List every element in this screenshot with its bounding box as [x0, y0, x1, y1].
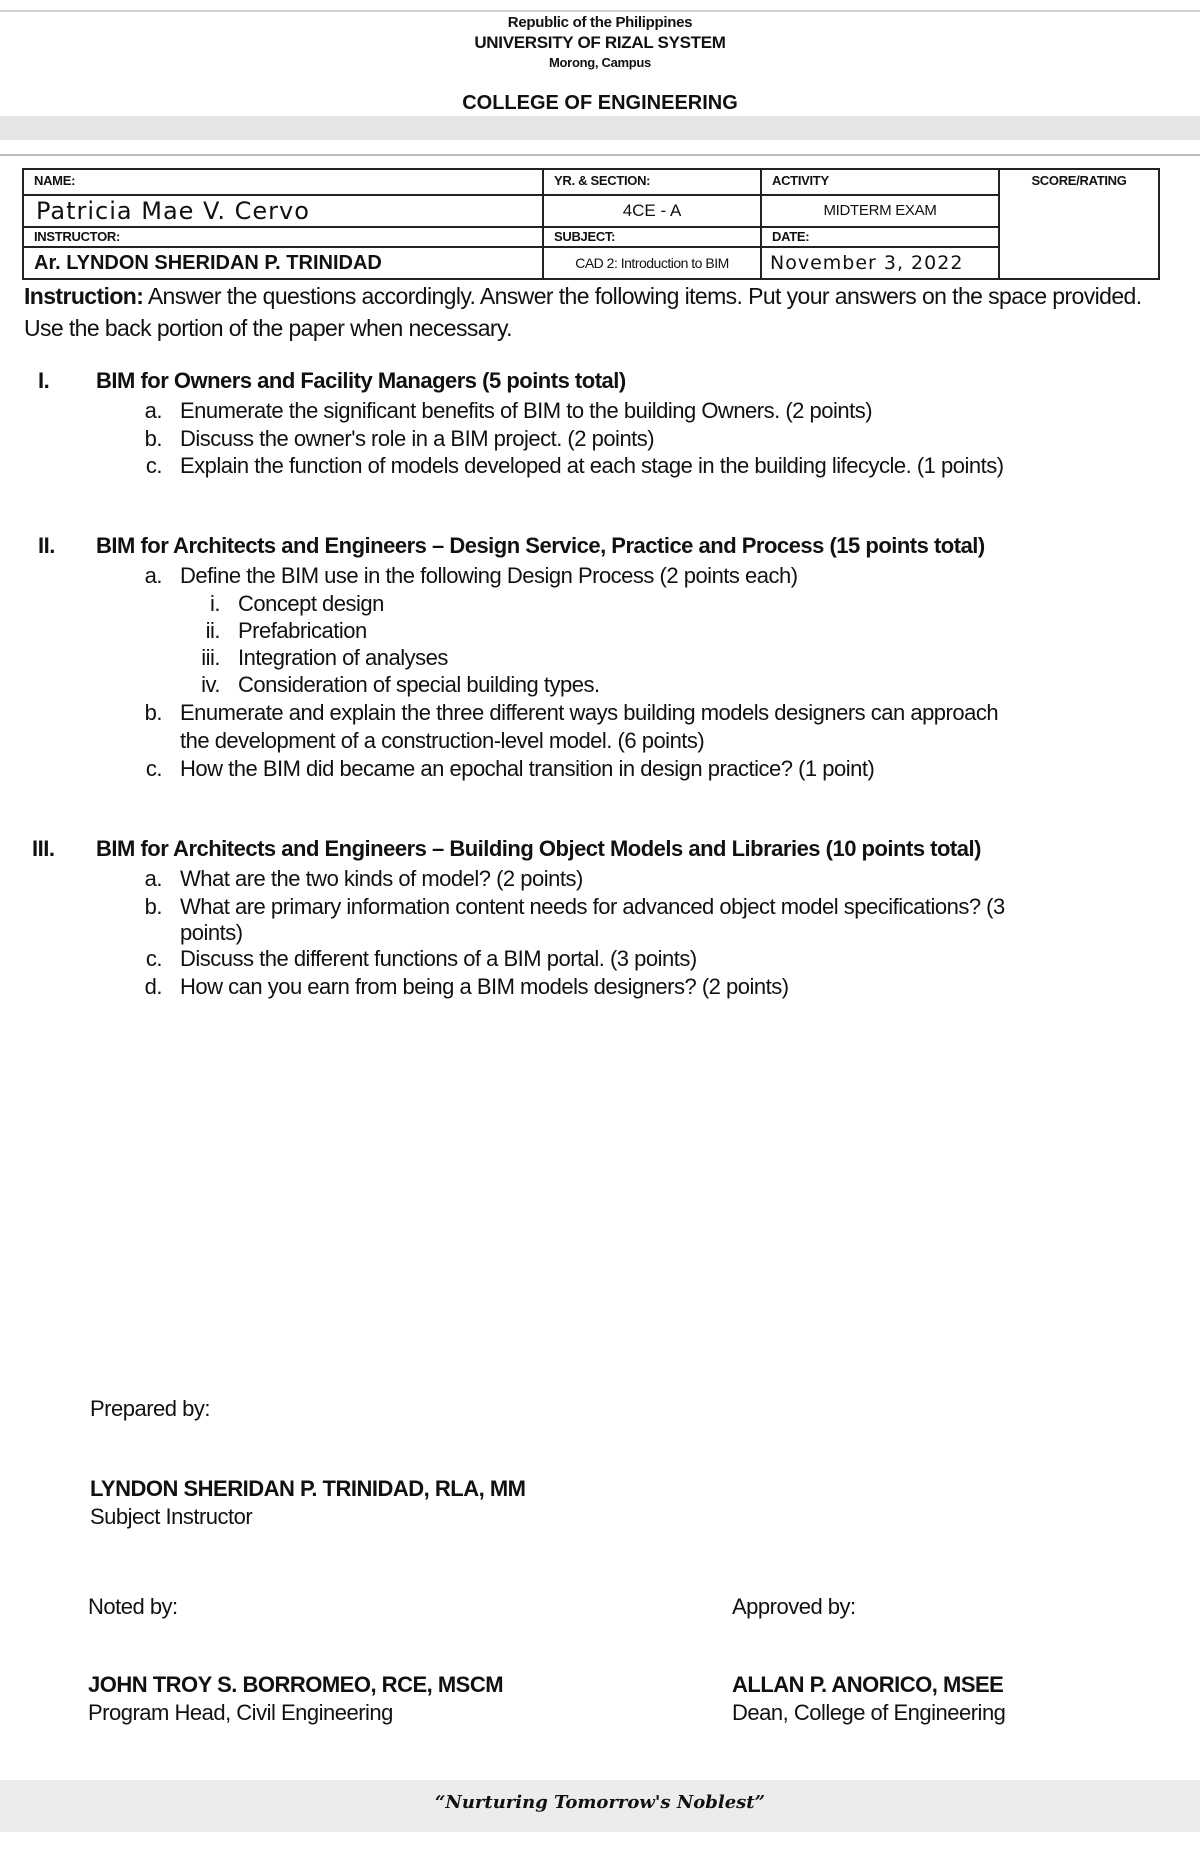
section-2-title: BIM for Architects and Engineers – Design Service, Practice and Process (15 points total) [96, 533, 985, 558]
student-info-table [22, 168, 1160, 280]
approved-by-name: ALLAN P. ANORICO, MSEE [732, 1672, 1004, 1697]
prepared-by-title: Subject Instructor [90, 1504, 253, 1529]
instruction-text [24, 280, 1164, 344]
noted-by-title: Program Head, Civil Engineering [88, 1700, 393, 1725]
name-label: NAME: [24, 170, 544, 196]
exam-page: Republic of the Philippines UNIVERSITY OF RIZAL SYSTEM Morong, Campus COLLEGE OF ENGINEERING NAME: YR. & SECTION: ACTIVITY SCORE/RATING Patricia Mae V. Cervo 4CE - A MIDTERM EXAM INSTRUCTOR: SUBJECT: DATE: Ar. LYNDON SHERIDAN P. TRINIDAD CAD 2: Introduction to BIM November 3, 2022 Instruction: Answer the questions accordingly. Answer the following items. Put your answers on the space provided. Use the back portion of the paper when necessary. I. BIM for Owners and Facility Managers (5 points total) a. Enumerate the significant benefits of BIM to the building Owners. (2 points) b. Discuss the owner's role in a BIM project. (2 points) c. Explain the function of models developed at each stage in the building lifecycle. (1 points) II. BIM for Architects and Engineers – Design Service, Practice and Process (15 points total) a. Define the BIM use in the following Design Process (2 points each) i. Concept design ii. Prefabrication iii. Integration of analyses iv. Consideration of special building types. b. Enumerate and explain the three different ways building models designers can approach the development of a construction-level model. (6 points) c. How the BIM did became an epochal transition in design practice? (1 point) III. BIM for Architects and Engineers – Building Object Models and Libraries (10 points total) a. What are the two kinds of model? (2 points) b. What are primary information content needs for advanced object model specifications? (3 points) c. Discuss the different functions of a BIM portal. (3 points) d. How can you earn from being a BIM models designers? (2 points) Prepared by: LYNDON SHERIDAN P. TRINIDAD, RLA, MM Subject Instructor Noted by: JOHN TROY S. BORROMEO, RCE, MSCM Program Head, Civil Engineering Approved by: ALLAN P. ANORICO, MSEE Dean, College of Engineering “Nurturing Tomorrow's Noblest” [0, 0, 1200, 1858]
instruction-body: Answer the questions accordingly. Answer the following items. Put your answers on the space provided. Use the back portion of the paper when necessary. [24, 283, 1142, 341]
footer-motto: “Nurturing Tomorrow's Noblest” [435, 1792, 765, 1813]
section-2-number: II. [38, 533, 55, 558]
prepared-by-label: Prepared by: [90, 1396, 210, 1421]
approved-by-title: Dean, College of Engineering [732, 1700, 1006, 1725]
republic-line: Republic of the Philippines [507, 14, 693, 31]
section-3-number: III. [32, 836, 55, 861]
instructor-value: Ar. LYNDON SHERIDAN P. TRINIDAD [24, 248, 544, 278]
noted-by-name: JOHN TROY S. BORROMEO, RCE, MSCM [88, 1672, 504, 1697]
section-1-title: BIM for Owners and Facility Managers (5 points total) [96, 368, 626, 393]
instructor-label: INSTRUCTOR: [24, 228, 544, 248]
activity-label: ACTIVITY [762, 170, 1000, 196]
score-rating-label: SCORE/RATING [1031, 173, 1127, 188]
top-rule [0, 10, 1200, 12]
date-label: DATE: [762, 228, 1000, 248]
subject-label: SUBJECT: [544, 228, 762, 248]
college-name: COLLEGE OF ENGINEERING [462, 92, 738, 114]
noted-by-label: Noted by: [88, 1594, 178, 1619]
section-1-number: I. [38, 368, 50, 393]
approved-by-label: Approved by: [732, 1594, 856, 1619]
activity-value: MIDTERM EXAM [762, 196, 1000, 228]
yr-section-label: YR. & SECTION: [544, 170, 762, 196]
header-rule [0, 154, 1200, 156]
university-name: UNIVERSITY OF RIZAL SYSTEM [474, 33, 726, 52]
subject-value: CAD 2: Introduction to BIM [544, 248, 762, 278]
prepared-by-name: LYNDON SHERIDAN P. TRINIDAD, RLA, MM [90, 1476, 526, 1501]
section-3-title: BIM for Architects and Engineers – Building Object Models and Libraries (10 points total) [96, 836, 981, 861]
campus-name: Morong, Campus [549, 55, 651, 70]
yr-section-value: 4CE - A [544, 196, 762, 228]
name-value: Patricia Mae V. Cervo [24, 196, 544, 228]
date-value: November 3, 2022 [762, 248, 1000, 278]
instruction-label: Instruction: [24, 283, 144, 309]
header-band [0, 116, 1200, 140]
